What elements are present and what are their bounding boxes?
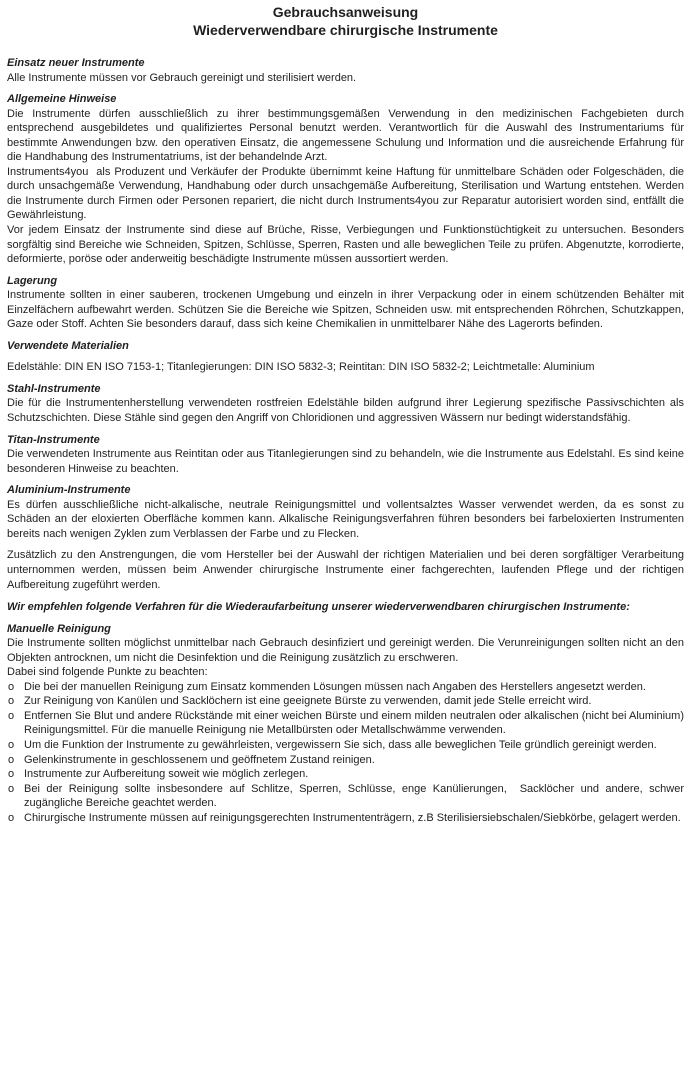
section-titan-instrumente [7,433,684,477]
list-item-text: Um die Funktion der Instrumente zu gewährleisten, vergewissern Sie sich, dass alle beweglichen Teile gründlich gereinigt werden. [24,738,657,751]
paragraph-manuelle-intro: Die Instrumente sollten möglichst unmittelbar nach Gebrauch desinfiziert und gereinigt werden. Die Verunreinigungen sollten nicht an den Objekten antrocknen, um nicht die Desinfektion und die Reinigung zusätzlich zu erschweren. [7,637,684,664]
list-item [7,680,684,695]
section-heading-einsatz-neuer-instrumente: Einsatz neuer Instrumente [7,57,145,69]
list-item [7,811,684,826]
section-einsatz-neuer-instrumente [7,56,684,85]
section-heading-allgemeine-hinweise: Allgemeine Hinweise [7,93,117,106]
bullet-marker: o [8,695,15,708]
section-verwendete-materialien [7,339,684,375]
doc-title-line1: Gebrauchsanweisung [272,4,419,20]
list-item [7,767,684,782]
list-item-text: Instrumente zur Aufbereitung soweit wie möglich zerlegen. [24,768,309,781]
section-heading-aluminium-instrumente: Aluminium-Instrumente [7,484,131,497]
section-heading-manuelle-reinigung: Manuelle Reinigung [7,622,111,635]
list-item [7,782,684,811]
paragraph-materialien-body: Edelstähle: DIN EN ISO 7153-1; Titanlegierungen: DIN ISO 5832-3; Reintitan: DIN ISO 5832-2; Leichtmetalle: Aluminium [7,361,595,374]
section-manuelle-reinigung [7,622,684,826]
list-item-text: Entfernen Sie Blut und andere Rückstände mit einer weichen Bürste und einem milden neutralen oder alkalischen (nicht bei Aluminium) Reinigungsmittel. Für die manuelle Reinigung nie Metallbürsten oder Metallschwämme verwenden. [24,709,684,737]
paragraph-allgemein-p3: Vor jedem Einsatz der Instrumente sind diese auf Brüche, Risse, Verbiegungen und Funktionstüchtigkeit zu untersuchen. Besonders sorgfältig sind Bereiche wie Schneiden, Spitzen, Schlüsse, Sperren, Rasten und alle beweglichen Teile zu prüfen. Abgenutzte, korrodierte, deformierte, poröse oder anderweitig beschädigte Instrumente müssen aussortiert werden. [7,224,684,266]
paragraph-allgemein-p2: Instruments4you als Produzent und Verkäufer der Produkte übernimmt keine Haftung für unmittelbare Schäden oder Folgeschäden, die durch unsachgemäße Verwendung, Handhabung oder durch unsachgemäße Aufbereitung, Sterilisation und Wartung entstehen. Werden die Instrumente durch Firmen oder Personen repariert, die nicht durch Instruments4you zur Reparatur autorisiert worden sind, entfällt die Gewährleistung. [7,165,684,222]
section-stahl-instrumente [7,382,684,426]
paragraph-aluminium-body: Es dürfen ausschließliche nicht-alkalische, neutrale Reinigungsmittel und vollentsalztes Wasser verwendet werden, da es sonst zu Schäden an der eloxierten Oberfläche kommen kann. Alkalische Reinigungsverfahren führen besonders bei farbeloxierten Instrumenten bereits nach wenigen Zyklen zum Verblassen der Farbe und zu Flecken. [7,498,684,540]
list-item [7,738,684,753]
paragraph-titan-body: Die verwendeten Instrumente aus Reintitan oder aus Titanlegierungen sind zu behandeln, wie die Instrumente aus Edelstahl. Es sind keine besonderen Hinweise zu beachten. [7,448,684,475]
bullet-marker: o [8,768,15,781]
list-item-text: Zur Reinigung von Kanülen und Sacklöchern ist eine geeignete Bürste zu verwenden, damit jede Stelle erreicht wird. [24,695,592,708]
bullet-marker: o [8,753,15,766]
list-item [7,709,684,738]
paragraph-manuelle-list-intro: Dabei sind folgende Punkte zu beachten: [7,666,208,679]
bullet-marker: o [8,680,15,693]
section-aluminium-instrumente [7,483,684,592]
list-item [7,694,684,709]
section-heading-titan-instrumente: Titan-Instrumente [7,433,100,446]
list-item-text: Chirurgische Instrumente müssen auf reinigungsgerechten Instrumententrägern, z.B Sterilisiersiebschalen/Siebkörbe, gelagert werden. [24,811,681,824]
paragraph-einsatz-body: Alle Instrumente müssen vor Gebrauch gereinigt und sterilisiert werden. [7,71,357,84]
section-heading-lagerung: Lagerung [7,274,58,287]
section-allgemeine-hinweise [7,92,684,267]
bullet-marker: o [8,709,15,722]
doc-title [7,3,684,39]
recommendation-statement: Wir empfehlen folgende Verfahren für die Wiederaufarbeitung unserer wiederverwendbaren chirurgischen Instrumente: [7,601,630,614]
bullet-marker: o [8,738,15,751]
paragraph-pflege-hinweis: Zusätzlich zu den Anstrengungen, die vom Hersteller bei der Auswahl der richtigen Materialien und bei deren sorgfältiger Verarbeitung unternommen werden, müssen beim Anwender chirurgische Instrumente einer fachgerechten, laufenden Pflege und der richtigen Aufbereitung zugeführt werden. [7,549,684,591]
cleaning-points-list [7,680,684,825]
paragraph-allgemein-p1: Die Instrumente dürfen ausschließlich zu ihrer bestimmungsgemäßen Verwendung in den medizinischen Fachgebieten durch entsprechend ausgebildetes und qualifiziertes Personal benutzt werden. Verantwortlich für die Auswahl des Instrumentariums für bestimmte Anwendungen bzw. den operativen Einsatz, die angemessene Schulung und Information und die ausreichende Erfahrung für die Handhabung des Instrumentatriums, ist der behandelnde Arzt. [7,107,684,164]
doc-title-line2: Wiederverwendbare chirurgische Instrumente [193,22,498,38]
section-lagerung [7,274,684,332]
bullet-marker: o [8,782,15,795]
paragraph-stahl-body: Die für die Instrumentenherstellung verwendeten rostfreien Edelstähle bilden aufgrund ihrer Legierung spezifische Passivschichten als Schutzschichten. Diese Stähle sind gegen den Angriff von Chloridionen und aggressiven Wässern nur bedingt widerstandsfähig. [7,397,684,425]
section-heading-stahl-instrumente: Stahl-Instrumente [7,382,101,395]
list-item-text: Bei der Reinigung sollte insbesondere auf Schlitze, Sperren, Schlüsse, enge Kanülierungen, Sacklöcher und andere, schwer zugängliche Bereiche geachtet werden. [24,782,684,810]
list-item-text: Die bei der manuellen Reinigung zum Einsatz kommenden Lösungen müssen nach Angaben des Herstellers angesetzt werden. [24,680,646,693]
bullet-marker: o [8,811,15,824]
list-item-text: Gelenkinstrumente in geschlossenem und geöffnetem Zustand reinigen. [24,753,375,766]
paragraph-lagerung-body: Instrumente sollten in einer sauberen, trockenen Umgebung und einzeln in ihrer Verpackung oder in einem schützenden Behälter mit Einzelfächern aufbewahrt werden. Schützen Sie die Bereiche wie Spitzen, Schneiden usw. mit entsprechenden Röhrchen, Schutzkappen, Gaze oder Stoff. Achten Sie besonders darauf, dass sich keine Chemikalien in unmittelbarer Nähe des Lagerorts befinden. [7,289,684,331]
section-heading-verwendete-materialien: Verwendete Materialien [7,339,129,352]
list-item [7,753,684,768]
